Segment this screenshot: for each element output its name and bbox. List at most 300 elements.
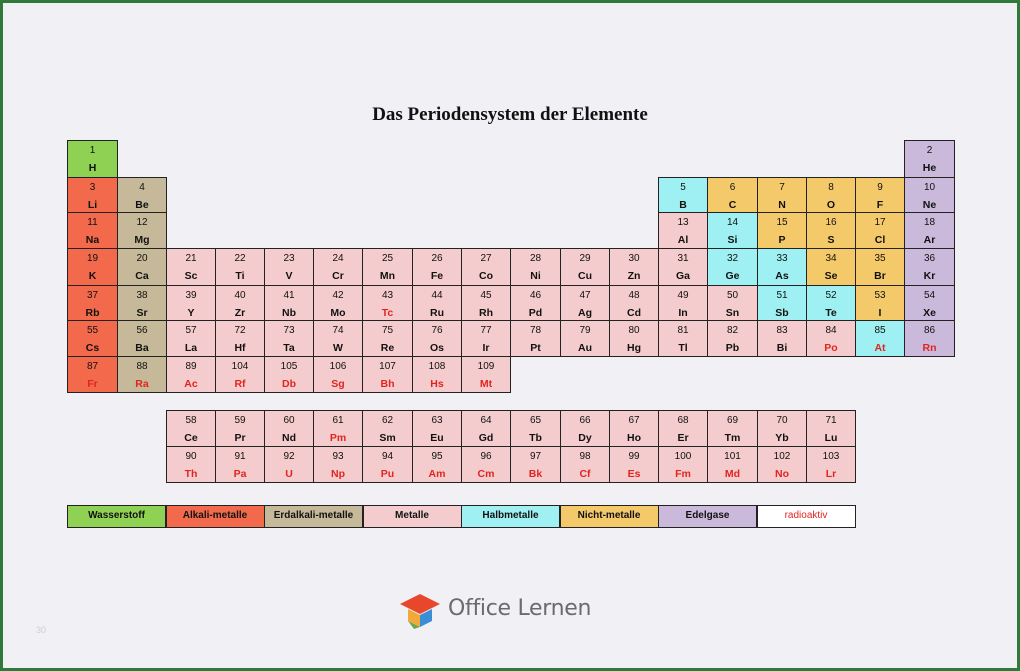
element-symbol: Hf (234, 342, 246, 354)
atomic-number: 66 (579, 415, 591, 426)
element-symbol: Cl (874, 234, 886, 246)
atomic-number: 42 (332, 290, 344, 301)
atomic-number: 75 (381, 325, 394, 336)
element-symbol: Tl (678, 342, 688, 354)
element-cell-no (757, 446, 807, 483)
atomic-number: 102 (773, 451, 791, 462)
atomic-number: 81 (677, 325, 689, 336)
element-symbol: Es (627, 468, 641, 480)
atomic-number: 18 (923, 217, 936, 228)
element-symbol: Am (428, 468, 446, 480)
atomic-number: 74 (332, 325, 344, 336)
element-cell-w (313, 320, 363, 357)
element-cell-hg (609, 320, 659, 357)
element-cell-k (67, 248, 118, 286)
atomic-number: 1 (89, 145, 96, 156)
element-cell-cl (855, 212, 905, 249)
element-cell-c (707, 177, 758, 213)
element-cell-ba (117, 320, 167, 357)
element-symbol: C (728, 199, 737, 211)
element-symbol: Mg (134, 234, 150, 246)
element-symbol: Yb (775, 432, 789, 444)
element-symbol: Ti (235, 270, 245, 282)
element-symbol: La (184, 342, 198, 354)
element-cell-co (461, 248, 511, 286)
element-cell-yb (757, 410, 807, 447)
element-cell-fe (412, 248, 462, 286)
element-symbol: Ni (530, 270, 541, 282)
atomic-number: 24 (332, 253, 344, 264)
element-cell-ho (609, 410, 659, 447)
element-symbol: Al (677, 234, 689, 246)
element-cell-es (609, 446, 659, 483)
element-symbol: Fr (87, 378, 98, 390)
atomic-number: 84 (825, 325, 837, 336)
element-symbol: Pt (530, 342, 541, 354)
element-cell-pa (215, 446, 265, 483)
atomic-number: 56 (136, 325, 148, 336)
atomic-number: 97 (529, 451, 542, 462)
element-cell-cu (560, 248, 610, 286)
atomic-number: 47 (579, 290, 591, 301)
element-cell-gd (461, 410, 511, 447)
atomic-number: 12 (136, 217, 148, 228)
element-cell-ni (510, 248, 561, 286)
element-cell-hs (412, 356, 462, 393)
element-cell-er (658, 410, 708, 447)
element-symbol: Ne (922, 199, 937, 211)
atomic-number: 16 (825, 217, 837, 228)
atomic-number: 89 (185, 361, 197, 372)
graduation-cap-icon (398, 590, 442, 630)
atomic-number: 67 (628, 415, 640, 426)
atomic-number: 73 (283, 325, 295, 336)
element-symbol: Rh (479, 307, 493, 319)
element-cell-nd (264, 410, 314, 447)
element-symbol: Nd (282, 432, 296, 444)
element-cell-xe (904, 285, 955, 321)
atomic-number: 57 (185, 325, 197, 336)
atomic-number: 61 (332, 415, 344, 426)
legend-item-noble: Edelgase (658, 505, 757, 528)
element-cell-la (166, 320, 216, 357)
atomic-number: 52 (825, 290, 837, 301)
element-symbol: As (775, 270, 789, 282)
page-number: 30 (36, 625, 47, 635)
element-symbol: B (679, 199, 687, 211)
element-symbol: V (285, 270, 293, 282)
element-symbol: Bk (528, 468, 543, 480)
atomic-number: 72 (234, 325, 246, 336)
element-cell-md (707, 446, 758, 483)
element-symbol: Sn (725, 307, 740, 319)
element-cell-na (67, 212, 118, 249)
element-symbol: Pr (234, 432, 246, 444)
element-cell-tb (510, 410, 561, 447)
atomic-number: 50 (726, 290, 739, 301)
atomic-number: 26 (431, 253, 443, 264)
atomic-number: 104 (231, 361, 249, 372)
element-cell-nb (264, 285, 314, 321)
element-cell-u (264, 446, 314, 483)
element-symbol: Os (429, 342, 444, 354)
atomic-number: 71 (825, 415, 837, 426)
element-cell-ra (117, 356, 167, 393)
element-symbol: At (874, 342, 886, 354)
atomic-number: 20 (136, 253, 148, 264)
atomic-number: 14 (726, 217, 739, 228)
atomic-number: 92 (283, 451, 295, 462)
element-cell-n (757, 177, 807, 213)
atomic-number: 7 (779, 182, 785, 193)
element-cell-db (264, 356, 314, 393)
atomic-number: 79 (579, 325, 591, 336)
atomic-number: 53 (874, 290, 886, 301)
atomic-number: 22 (234, 253, 246, 264)
element-symbol: Mn (379, 270, 396, 282)
element-symbol: Db (282, 378, 296, 390)
atomic-number: 80 (628, 325, 640, 336)
element-symbol: Pm (329, 432, 347, 444)
atomic-number: 31 (677, 253, 689, 264)
atomic-number: 25 (381, 253, 394, 264)
element-cell-th (166, 446, 216, 483)
element-cell-ag (560, 285, 610, 321)
atomic-number: 4 (139, 182, 145, 193)
element-cell-ca (117, 248, 167, 286)
element-symbol: Y (187, 307, 195, 319)
element-cell-cd (609, 285, 659, 321)
element-cell-fr (67, 356, 118, 393)
atomic-number: 23 (283, 253, 295, 264)
element-symbol: Hg (627, 342, 641, 354)
element-cell-au (560, 320, 610, 357)
element-symbol: Si (727, 234, 738, 246)
element-cell-rh (461, 285, 511, 321)
element-cell-np (313, 446, 363, 483)
atomic-number: 90 (185, 451, 197, 462)
element-cell-sb (757, 285, 807, 321)
atomic-number: 5 (680, 182, 686, 193)
element-symbol: Np (331, 468, 345, 480)
element-cell-mg (117, 212, 167, 249)
element-cell-tc (362, 285, 413, 321)
element-symbol: Tm (724, 432, 741, 444)
element-cell-y (166, 285, 216, 321)
element-symbol: I (878, 307, 882, 319)
element-symbol: Pd (528, 307, 543, 319)
atomic-number: 39 (185, 290, 197, 301)
element-cell-al (658, 212, 708, 249)
element-symbol: Zn (627, 270, 641, 282)
atomic-number: 55 (86, 325, 99, 336)
element-symbol: Ge (725, 270, 740, 282)
atomic-number: 60 (283, 415, 295, 426)
element-symbol: Eu (430, 432, 444, 444)
legend-item-hydrogen: Wasserstoff (67, 505, 166, 528)
element-symbol: Pb (725, 342, 740, 354)
atomic-number: 3 (89, 182, 96, 193)
atomic-number: 17 (874, 217, 886, 228)
atomic-number: 51 (776, 290, 788, 301)
atomic-number: 83 (776, 325, 788, 336)
element-cell-pd (510, 285, 561, 321)
element-cell-he (904, 140, 955, 178)
element-symbol: U (285, 468, 293, 480)
element-symbol: Mt (479, 378, 493, 390)
element-cell-mt (461, 356, 511, 393)
legend-item-metalloid: Halbmetalle (461, 505, 560, 528)
element-symbol: Sc (184, 270, 198, 282)
element-cell-po (806, 320, 856, 357)
element-symbol: Pa (233, 468, 247, 480)
element-cell-pr (215, 410, 265, 447)
atomic-number: 82 (726, 325, 739, 336)
element-cell-bk (510, 446, 561, 483)
element-symbol: Be (135, 199, 149, 211)
element-symbol: P (778, 234, 786, 246)
atomic-number: 103 (822, 451, 840, 462)
element-symbol: K (88, 270, 97, 282)
element-symbol: Sr (136, 307, 148, 319)
legend-item-metal: Metalle (363, 505, 462, 528)
atomic-number: 32 (726, 253, 739, 264)
element-cell-te (806, 285, 856, 321)
logo-text: Office Lernen (448, 596, 592, 621)
atomic-number: 48 (628, 290, 640, 301)
atomic-number: 13 (677, 217, 689, 228)
atomic-number: 86 (923, 325, 936, 336)
atomic-number: 37 (86, 290, 99, 301)
element-symbol: Hs (430, 378, 444, 390)
element-symbol: Md (724, 468, 741, 480)
element-cell-ne (904, 177, 955, 213)
element-cell-fm (658, 446, 708, 483)
element-cell-se (806, 248, 856, 286)
atomic-number: 68 (677, 415, 689, 426)
element-cell-lu (806, 410, 856, 447)
element-symbol: Ce (184, 432, 198, 444)
element-symbol: Ru (430, 307, 444, 319)
element-cell-cs (67, 320, 118, 357)
atomic-number: 6 (729, 182, 736, 193)
element-cell-at (855, 320, 905, 357)
element-symbol: Fm (675, 468, 691, 480)
element-cell-am (412, 446, 462, 483)
element-cell-ce (166, 410, 216, 447)
atomic-number: 49 (677, 290, 689, 301)
atomic-number: 93 (332, 451, 344, 462)
element-cell-v (264, 248, 314, 286)
element-symbol: No (775, 468, 789, 480)
atomic-number: 69 (726, 415, 739, 426)
element-symbol: Po (824, 342, 838, 354)
atomic-number: 44 (431, 290, 443, 301)
element-cell-ti (215, 248, 265, 286)
element-cell-sg (313, 356, 363, 393)
element-cell-ru (412, 285, 462, 321)
element-symbol: Te (825, 307, 837, 319)
atomic-number: 65 (529, 415, 542, 426)
element-cell-as (757, 248, 807, 286)
element-symbol: Au (578, 342, 592, 354)
element-symbol: Ar (923, 234, 936, 246)
element-symbol: Er (677, 432, 689, 444)
element-symbol: Th (184, 468, 198, 480)
element-cell-eu (412, 410, 462, 447)
atomic-number: 45 (480, 290, 492, 301)
atomic-number: 11 (87, 217, 98, 228)
atomic-number: 77 (480, 325, 492, 336)
atomic-number: 38 (136, 290, 148, 301)
atomic-number: 43 (381, 290, 394, 301)
element-symbol: Mo (330, 307, 346, 319)
element-cell-pm (313, 410, 363, 447)
element-symbol: Sb (775, 307, 789, 319)
element-cell-ta (264, 320, 314, 357)
element-cell-cf (560, 446, 610, 483)
element-cell-b (658, 177, 708, 213)
atomic-number: 10 (923, 182, 936, 193)
atomic-number: 108 (428, 361, 446, 372)
element-cell-mn (362, 248, 413, 286)
element-cell-ar (904, 212, 955, 249)
element-symbol: F (876, 199, 884, 211)
legend-item-alkaline: Erdalkali-metalle (264, 505, 363, 528)
element-cell-bi (757, 320, 807, 357)
element-symbol: Tb (529, 432, 542, 444)
element-symbol: Xe (923, 307, 936, 319)
atomic-number: 8 (828, 182, 834, 193)
atomic-number: 62 (381, 415, 394, 426)
element-cell-ac (166, 356, 216, 393)
element-symbol: S (827, 234, 835, 246)
element-cell-bh (362, 356, 413, 393)
element-cell-si (707, 212, 758, 249)
element-cell-kr (904, 248, 955, 286)
atomic-number: 85 (874, 325, 886, 336)
element-cell-ga (658, 248, 708, 286)
atomic-number: 95 (431, 451, 443, 462)
element-symbol: Zr (234, 307, 246, 319)
element-symbol: Na (85, 234, 100, 246)
element-symbol: Cm (477, 468, 495, 480)
element-symbol: Tc (381, 307, 394, 319)
element-cell-in (658, 285, 708, 321)
element-symbol: Cf (579, 468, 591, 480)
element-symbol: Co (479, 270, 493, 282)
element-symbol: Ta (283, 342, 295, 354)
element-symbol: Bi (776, 342, 788, 354)
element-cell-dy (560, 410, 610, 447)
atomic-number: 100 (674, 451, 692, 462)
atomic-number: 76 (431, 325, 443, 336)
atomic-number: 96 (480, 451, 492, 462)
element-cell-rb (67, 285, 118, 321)
element-cell-sn (707, 285, 758, 321)
element-cell-o (806, 177, 856, 213)
element-symbol: Cr (332, 270, 344, 282)
atomic-number: 41 (283, 290, 295, 301)
atomic-number: 63 (431, 415, 443, 426)
element-cell-rf (215, 356, 265, 393)
atomic-number: 58 (185, 415, 197, 426)
element-symbol: Ga (675, 270, 690, 282)
element-symbol: Cu (578, 270, 592, 282)
atomic-number: 78 (529, 325, 542, 336)
element-symbol: Ba (135, 342, 149, 354)
element-symbol: Rn (922, 342, 937, 354)
element-symbol: Pu (380, 468, 395, 480)
element-symbol: Se (824, 270, 838, 282)
element-cell-cm (461, 446, 511, 483)
atomic-number: 46 (529, 290, 542, 301)
atomic-number: 98 (579, 451, 591, 462)
element-cell-sr (117, 285, 167, 321)
element-symbol: W (333, 342, 343, 354)
element-symbol: Sm (379, 432, 396, 444)
element-cell-ir (461, 320, 511, 357)
atomic-number: 40 (234, 290, 246, 301)
element-cell-pt (510, 320, 561, 357)
element-symbol: Nb (282, 307, 296, 319)
atomic-number: 19 (86, 253, 99, 264)
element-symbol: In (678, 307, 688, 319)
legend-item-alkali: Alkali-metalle (166, 505, 265, 528)
element-cell-re (362, 320, 413, 357)
element-cell-p (757, 212, 807, 249)
element-cell-ge (707, 248, 758, 286)
atomic-number: 15 (776, 217, 788, 228)
page-title: Das Periodensystem der Elemente (372, 104, 648, 125)
element-cell-zn (609, 248, 659, 286)
element-cell-cr (313, 248, 363, 286)
element-symbol: Lu (824, 432, 838, 444)
element-symbol: Rb (85, 307, 100, 319)
element-symbol: Ra (135, 378, 149, 390)
element-cell-pu (362, 446, 413, 483)
element-cell-f (855, 177, 905, 213)
element-cell-os (412, 320, 462, 357)
element-symbol: Li (87, 199, 98, 211)
element-symbol: Fe (430, 270, 444, 282)
element-symbol: He (922, 162, 937, 174)
atomic-number: 88 (136, 361, 148, 372)
atomic-number: 105 (280, 361, 298, 372)
element-cell-lr (806, 446, 856, 483)
atomic-number: 99 (628, 451, 640, 462)
atomic-number: 59 (234, 415, 246, 426)
atomic-number: 35 (874, 253, 886, 264)
element-symbol: Ca (135, 270, 149, 282)
element-cell-tl (658, 320, 708, 357)
element-symbol: Rf (234, 378, 246, 390)
element-cell-sm (362, 410, 413, 447)
atomic-number: 29 (579, 253, 591, 264)
atomic-number: 91 (234, 451, 246, 462)
element-cell-sc (166, 248, 216, 286)
atomic-number: 94 (381, 451, 394, 462)
element-cell-s (806, 212, 856, 249)
element-symbol: Lr (825, 468, 837, 480)
atomic-number: 34 (825, 253, 837, 264)
atomic-number: 2 (926, 145, 933, 156)
atomic-number: 30 (628, 253, 640, 264)
element-cell-zr (215, 285, 265, 321)
atomic-number: 54 (923, 290, 936, 301)
element-symbol: Br (874, 270, 886, 282)
element-symbol: Ac (184, 378, 198, 390)
